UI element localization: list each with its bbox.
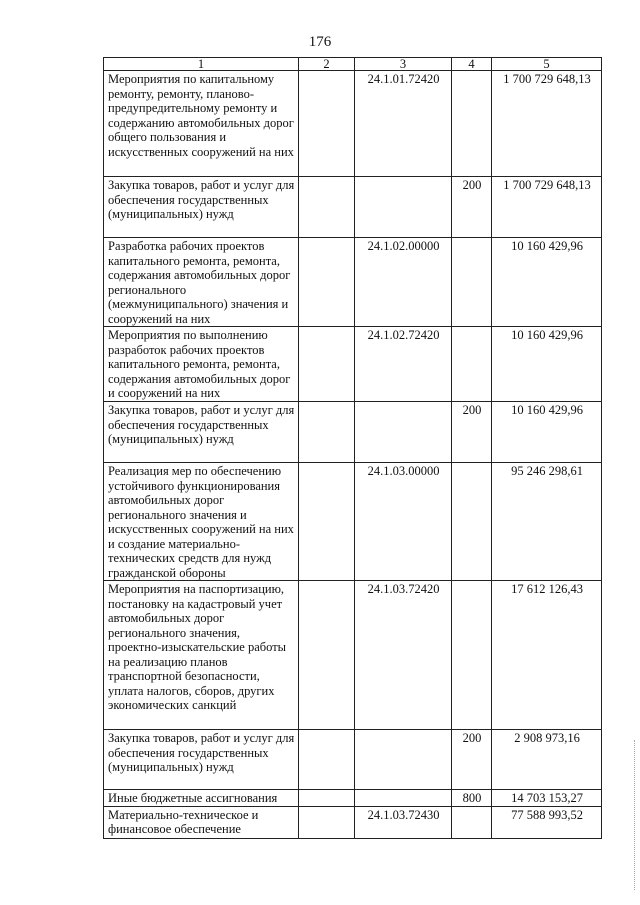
- row-name: Иные бюджетные ассигнования: [104, 790, 299, 807]
- column-header-5: 5: [492, 58, 602, 71]
- row-type: 200: [452, 177, 492, 238]
- row-code: 24.1.03.00000: [355, 463, 452, 581]
- row-col2: [299, 402, 355, 463]
- row-type: [452, 581, 492, 730]
- column-header-1: 1: [104, 58, 299, 71]
- row-name: Закупка товаров, работ и услуг для обеспечения государственных (муниципальных) нужд: [104, 402, 299, 463]
- row-code: 24.1.02.72420: [355, 327, 452, 402]
- row-sum: 14 703 153,27: [492, 790, 602, 807]
- row-code: [355, 790, 452, 807]
- row-name: Разработка рабочих проектов капитального ремонта, ремонта, содержания автомобильных дорог регионального (межмуниципального) значения и сооружений на них: [104, 238, 299, 327]
- table-row: [104, 581, 602, 730]
- row-col2: [299, 327, 355, 402]
- row-type: [452, 806, 492, 838]
- column-header-3: 3: [355, 58, 452, 71]
- row-type: 200: [452, 730, 492, 790]
- row-name: Мероприятия на паспортизацию, постановку на кадастровый учет автомобильных дорог регионального значения, проектно-изыскательские работы на реализацию планов транспортной безопасности, уплата налогов, сборов, других экономических санкций: [104, 581, 299, 730]
- row-col2: [299, 581, 355, 730]
- row-col2: [299, 790, 355, 807]
- table-row: [104, 327, 602, 402]
- row-col2: [299, 238, 355, 327]
- row-type: [452, 71, 492, 177]
- table-row: [104, 238, 602, 327]
- table-header-row: [104, 58, 602, 71]
- table-row: [104, 177, 602, 238]
- row-type: 800: [452, 790, 492, 807]
- row-code: 24.1.03.72420: [355, 581, 452, 730]
- scan-edge-marks: [634, 740, 637, 890]
- row-code: [355, 730, 452, 790]
- row-sum: 1 700 729 648,13: [492, 71, 602, 177]
- table-row: [104, 71, 602, 177]
- row-sum: 95 246 298,61: [492, 463, 602, 581]
- row-code: 24.1.03.72430: [355, 806, 452, 838]
- table-row: [104, 806, 602, 838]
- row-name: Закупка товаров, работ и услуг для обеспечения государственных (муниципальных) нужд: [104, 177, 299, 238]
- column-header-2: 2: [299, 58, 355, 71]
- row-sum: 2 908 973,16: [492, 730, 602, 790]
- row-name: Мероприятия по выполнению разработок рабочих проектов капитального ремонта, ремонта, содержания автомобильных дорог и сооружений на них: [104, 327, 299, 402]
- table-row: [104, 463, 602, 581]
- row-code: 24.1.01.72420: [355, 71, 452, 177]
- row-code: [355, 177, 452, 238]
- row-type: [452, 463, 492, 581]
- row-code: 24.1.02.00000: [355, 238, 452, 327]
- row-code: [355, 402, 452, 463]
- row-sum: 1 700 729 648,13: [492, 177, 602, 238]
- row-name: Материально-техническое и финансовое обеспечение: [104, 806, 299, 838]
- row-sum: 17 612 126,43: [492, 581, 602, 730]
- row-sum: 10 160 429,96: [492, 238, 602, 327]
- page-number: 176: [308, 34, 332, 50]
- row-col2: [299, 730, 355, 790]
- row-type: [452, 327, 492, 402]
- column-header-4: 4: [452, 58, 492, 71]
- row-name: Закупка товаров, работ и услуг для обеспечения государственных (муниципальных) нужд: [104, 730, 299, 790]
- row-col2: [299, 177, 355, 238]
- row-col2: [299, 806, 355, 838]
- table-row: [104, 790, 602, 807]
- table-row: [104, 402, 602, 463]
- row-col2: [299, 463, 355, 581]
- row-sum: 10 160 429,96: [492, 327, 602, 402]
- row-col2: [299, 71, 355, 177]
- budget-table: [103, 57, 602, 839]
- row-sum: 77 588 993,52: [492, 806, 602, 838]
- row-type: [452, 238, 492, 327]
- table-row: [104, 730, 602, 790]
- row-type: 200: [452, 402, 492, 463]
- row-name: Реализация мер по обеспечению устойчивого функционирования автомобильных дорог регионального значения и искусственных сооружений на них и создание материально-технических средств для нужд гражданской обороны: [104, 463, 299, 581]
- row-sum: 10 160 429,96: [492, 402, 602, 463]
- row-name: Мероприятия по капитальному ремонту, ремонту, планово-предупредительному ремонту и содержанию автомобильных дорог общего пользования и искусственных сооружений на них: [104, 71, 299, 177]
